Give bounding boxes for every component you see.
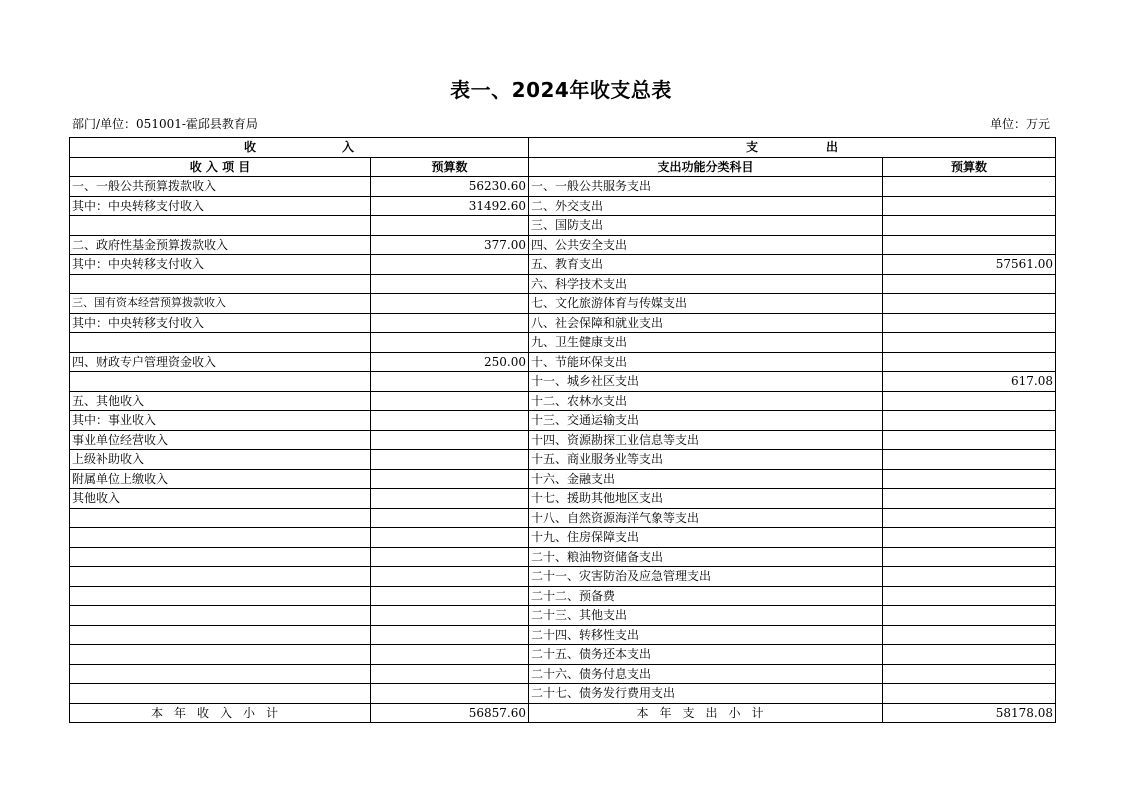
income-value (371, 391, 529, 411)
expense-item: 十九、住房保障支出 (529, 528, 883, 548)
table-row (70, 469, 1056, 489)
expense-item: 一、一般公共服务支出 (529, 177, 883, 197)
expense-value (883, 645, 1056, 665)
income-item: 上级补助收入 (70, 450, 371, 470)
expense-value (883, 177, 1056, 197)
income-value (371, 489, 529, 509)
expense-item: 二十二、预备费 (529, 586, 883, 606)
expense-value (883, 274, 1056, 294)
income-item: 其中：中央转移支付收入 (70, 313, 371, 333)
expense-value (883, 333, 1056, 353)
table-row (70, 391, 1056, 411)
table-row (70, 333, 1056, 353)
expense-item: 十五、商业服务业等支出 (529, 450, 883, 470)
table-row (70, 216, 1056, 236)
table-row (70, 684, 1056, 704)
table-row (70, 430, 1056, 450)
section-header-row (70, 138, 1056, 158)
expense-item: 二、外交支出 (529, 196, 883, 216)
table-row (70, 567, 1056, 587)
income-item (70, 547, 371, 567)
table-row (70, 645, 1056, 665)
expense-item: 三、国防支出 (529, 216, 883, 236)
expense-value (883, 469, 1056, 489)
expense-value (883, 547, 1056, 567)
expense-item: 十一、城乡社区支出 (529, 372, 883, 392)
expense-value (883, 391, 1056, 411)
table-row (70, 255, 1056, 275)
expense-value (883, 411, 1056, 431)
income-value (371, 216, 529, 236)
expense-item: 九、卫生健康支出 (529, 333, 883, 353)
expense-item: 二十七、债务发行费用支出 (529, 684, 883, 704)
expense-item: 十、节能环保支出 (529, 352, 883, 372)
income-item (70, 508, 371, 528)
expense-item: 二十一、灾害防治及应急管理支出 (529, 567, 883, 587)
income-item (70, 625, 371, 645)
expense-item: 十四、资源勘探工业信息等支出 (529, 430, 883, 450)
page-title: 表一、2024年收支总表 (450, 78, 672, 102)
expense-item: 二十六、债务付息支出 (529, 664, 883, 684)
table-row (70, 547, 1056, 567)
table-row (70, 528, 1056, 548)
expense-total-value: 58178.08 (883, 703, 1056, 723)
expense-value (883, 606, 1056, 626)
table-row (70, 411, 1056, 431)
income-item (70, 645, 371, 665)
expense-value (883, 313, 1056, 333)
expense-item: 六、科学技术支出 (529, 274, 883, 294)
table-row (70, 313, 1056, 333)
income-item: 其他收入 (70, 489, 371, 509)
income-item (70, 528, 371, 548)
income-value (371, 469, 529, 489)
income-item: 其中：事业收入 (70, 411, 371, 431)
income-value (371, 450, 529, 470)
income-value (371, 684, 529, 704)
unit-label: 单位：万元 (989, 117, 1050, 131)
expense-value (883, 684, 1056, 704)
table-row (70, 372, 1056, 392)
expense-item: 十八、自然资源海洋气象等支出 (529, 508, 883, 528)
income-total-value: 56857.60 (371, 703, 529, 723)
income-item: 附属单位上缴收入 (70, 469, 371, 489)
table-row (70, 294, 1056, 314)
expense-value (883, 508, 1056, 528)
expense-item: 十七、援助其他地区支出 (529, 489, 883, 509)
income-value (371, 372, 529, 392)
income-item: 四、财政专户管理资金收入 (70, 352, 371, 372)
income-value (371, 645, 529, 665)
expense-item: 五、教育支出 (529, 255, 883, 275)
income-value (371, 274, 529, 294)
table-row (70, 274, 1056, 294)
expense-item: 四、公共安全支出 (529, 235, 883, 255)
expense-value (883, 586, 1056, 606)
table-row (70, 586, 1056, 606)
expense-value (883, 489, 1056, 509)
income-value (371, 606, 529, 626)
expense-item: 二十、粮油物资储备支出 (529, 547, 883, 567)
expense-item: 二十五、债务还本支出 (529, 645, 883, 665)
income-item-header: 收 入 项 目 (70, 157, 371, 177)
income-item: 其中：中央转移支付收入 (70, 196, 371, 216)
department-label: 部门/单位：051001-霍邱县教育局 (72, 117, 258, 131)
totals-row (70, 703, 1056, 723)
income-value: 56230.60 (371, 177, 529, 197)
income-value: 250.00 (371, 352, 529, 372)
income-item (70, 333, 371, 353)
expense-total-label: 本年支出小计 (529, 703, 883, 723)
expense-value (883, 664, 1056, 684)
income-item (70, 664, 371, 684)
income-item (70, 274, 371, 294)
income-item (70, 567, 371, 587)
expense-item: 二十四、转移性支出 (529, 625, 883, 645)
income-value (371, 528, 529, 548)
income-budget-header: 预算数 (371, 157, 529, 177)
income-value (371, 547, 529, 567)
expense-item: 十二、农林水支出 (529, 391, 883, 411)
table-row (70, 489, 1056, 509)
income-item (70, 684, 371, 704)
table-row (70, 352, 1056, 372)
income-value (371, 255, 529, 275)
expense-value (883, 625, 1056, 645)
table-row (70, 235, 1056, 255)
income-value (371, 664, 529, 684)
expense-section-header: 支 出 (529, 138, 1056, 158)
income-value (371, 567, 529, 587)
expense-value (883, 567, 1056, 587)
income-item (70, 586, 371, 606)
expense-value: 57561.00 (883, 255, 1056, 275)
income-item: 二、政府性基金预算拨款收入 (70, 235, 371, 255)
expense-item: 八、社会保障和就业支出 (529, 313, 883, 333)
expense-item: 十六、金融支出 (529, 469, 883, 489)
income-item: 其中：中央转移支付收入 (70, 255, 371, 275)
income-item: 事业单位经营收入 (70, 430, 371, 450)
income-value: 31492.60 (371, 196, 529, 216)
income-item: 三、国有资本经营预算拨款收入 (70, 294, 371, 314)
income-item (70, 216, 371, 236)
expense-item: 二十三、其他支出 (529, 606, 883, 626)
expense-value (883, 450, 1056, 470)
expense-value (883, 235, 1056, 255)
expense-value (883, 352, 1056, 372)
expense-value (883, 216, 1056, 236)
income-value (371, 294, 529, 314)
income-value (371, 313, 529, 333)
income-item (70, 372, 371, 392)
income-value (371, 430, 529, 450)
income-item (70, 606, 371, 626)
table-row (70, 450, 1056, 470)
expense-value (883, 196, 1056, 216)
expense-value (883, 294, 1056, 314)
table-row (70, 625, 1056, 645)
column-header-row (70, 157, 1056, 177)
income-item: 一、一般公共预算拨款收入 (70, 177, 371, 197)
income-item: 五、其他收入 (70, 391, 371, 411)
table-row (70, 606, 1056, 626)
income-value (371, 508, 529, 528)
income-value (371, 625, 529, 645)
income-value (371, 411, 529, 431)
expense-item-header: 支出功能分类科目 (529, 157, 883, 177)
expense-value (883, 528, 1056, 548)
income-value: 377.00 (371, 235, 529, 255)
table-row (70, 177, 1056, 197)
income-value (371, 586, 529, 606)
table-row (70, 196, 1056, 216)
expense-item: 十三、交通运输支出 (529, 411, 883, 431)
income-section-header: 收 入 (70, 138, 529, 158)
income-value (371, 333, 529, 353)
income-total-label: 本年收入小计 (70, 703, 371, 723)
budget-summary-table (69, 137, 1056, 723)
table-row (70, 508, 1056, 528)
expense-value (883, 430, 1056, 450)
table-row (70, 664, 1056, 684)
expense-budget-header: 预算数 (883, 157, 1056, 177)
expense-item: 七、文化旅游体育与传媒支出 (529, 294, 883, 314)
expense-value: 617.08 (883, 372, 1056, 392)
